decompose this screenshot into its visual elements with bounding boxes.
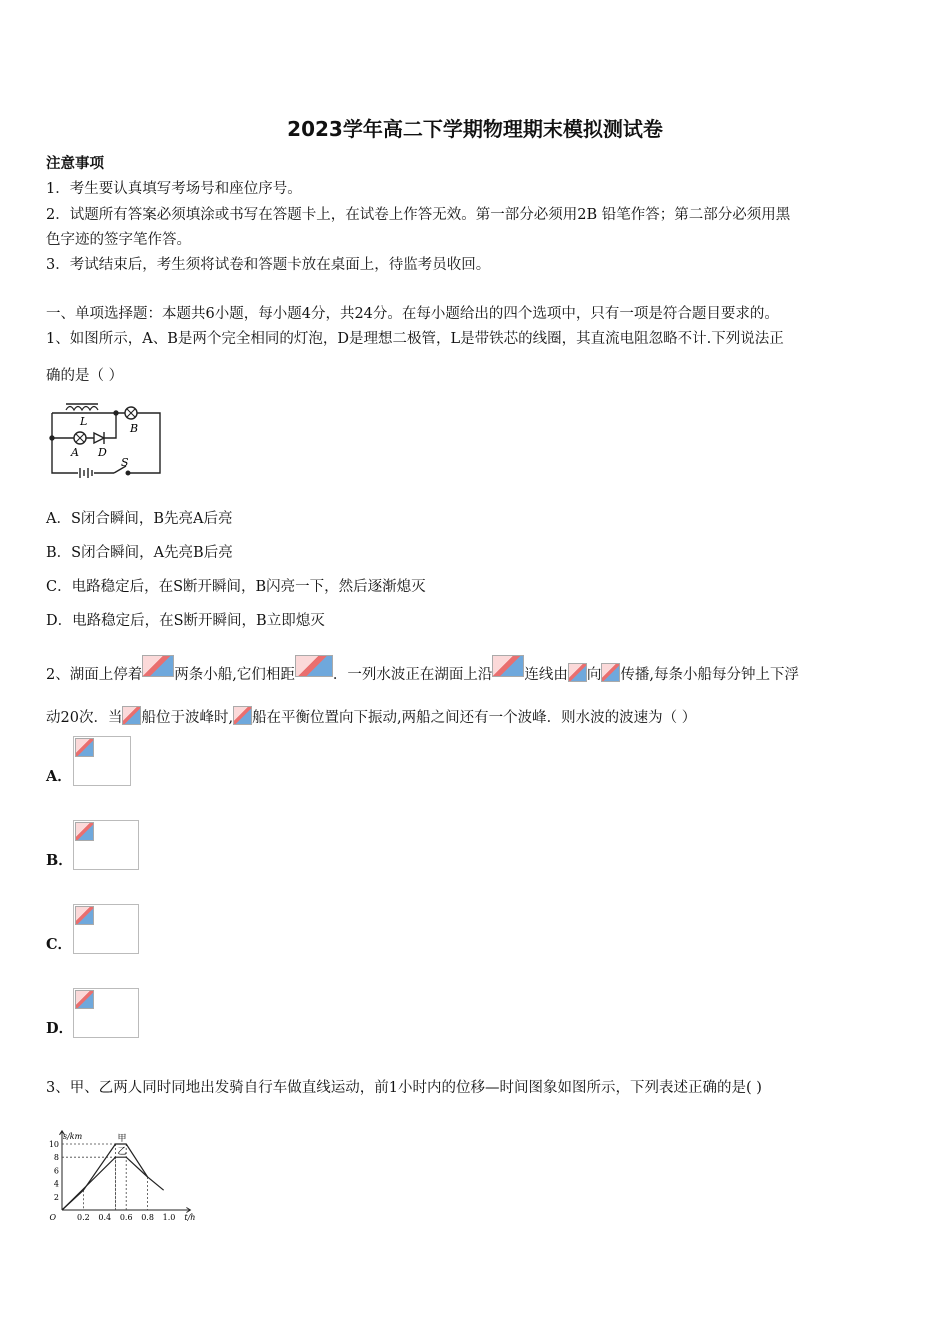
q3-stem: 3、甲、乙两人同时同地出发骑自行车做直线运动，前1小时内的位移—时间图象如图所示，下列表述正确的是( )	[46, 1080, 762, 1096]
formula-image-icon	[492, 655, 524, 677]
label-D: D	[98, 446, 107, 459]
q1-option-a[interactable]: A．S闭合瞬间，B先亮A后亮	[46, 511, 233, 527]
x-tick-label: 0.4	[98, 1213, 112, 1222]
label-L: L	[80, 415, 88, 428]
formula-image-icon	[233, 706, 252, 725]
q2-option-a-image[interactable]	[73, 736, 131, 786]
label-S: S	[121, 456, 129, 469]
q2-option-b-label[interactable]: B．	[46, 852, 73, 869]
x-axis-label: t/h	[184, 1213, 196, 1222]
q2-option-a-label[interactable]: A．	[46, 768, 72, 785]
notice-item: 2．试题所有答案必须填涂或书写在答题卡上，在试卷上作答无效。第一部分必须用2B 铅笔作答；第二部分必须用黑	[46, 207, 791, 223]
page-title: 2023学年高二下学期物理期末模拟测试卷	[287, 117, 663, 141]
formula-image-icon	[142, 655, 174, 677]
series-line-yi	[62, 1157, 148, 1210]
broken-image-icon	[75, 990, 94, 1009]
q2-option-b-image[interactable]	[73, 820, 139, 870]
y-axis-label: s/km	[63, 1131, 83, 1141]
x-tick-label: 1.0	[162, 1213, 176, 1222]
series-label-yi: 乙	[117, 1147, 127, 1158]
notice-item: 1．考生要认真填写考场号和座位序号。	[46, 181, 302, 197]
y-tick-label: 6	[53, 1166, 59, 1176]
series-label-jia: 甲	[117, 1134, 127, 1144]
label-B: B	[130, 422, 139, 435]
q2-option-c-label[interactable]: C．	[46, 936, 73, 953]
q1-option-d[interactable]: D．电路稳定后，在S断开瞬间，B立即熄灭	[46, 613, 325, 629]
q2-option-d-label[interactable]: D．	[46, 1020, 74, 1037]
formula-image-icon	[122, 706, 141, 725]
q2-option-d-image[interactable]	[73, 988, 139, 1038]
q2-option-c-image[interactable]	[73, 904, 139, 954]
q2-stem: 2、湖面上停着 两条小船,它们相距 ．一列水波正在湖面上沿 连线由 向 传播,每条小船每分钟上下浮	[46, 655, 799, 684]
x-tick-label: 0.2	[77, 1213, 90, 1222]
broken-image-icon	[75, 906, 94, 925]
q1-stem-cont: 确的是（ ）	[46, 368, 124, 384]
label-A: A	[71, 446, 79, 459]
series-line-jia	[62, 1144, 164, 1210]
y-tick-label: 2	[53, 1192, 59, 1202]
notice-item: 3．考试结束后，考生须将试卷和答题卡放在桌面上，待监考员收回。	[46, 257, 491, 273]
y-tick-label: 8	[53, 1153, 59, 1163]
broken-image-icon	[75, 738, 94, 757]
q1-circuit-diagram	[46, 398, 166, 480]
formula-image-icon	[601, 663, 620, 682]
y-tick-label: 4	[53, 1179, 59, 1189]
q2-stem-cont: 动20次．当 船位于波峰时, 船在平衡位置向下振动,两船之间还有一个波峰．则水波的波速为（ ）	[46, 706, 696, 727]
section-heading: 一、单项选择题：本题共6小题，每小题4分，共24分。在每小题给出的四个选项中，只有一项是符合题目要求的。	[46, 306, 779, 322]
q3-displacement-time-chart	[44, 1106, 196, 1226]
notice-heading: 注意事项	[46, 155, 104, 172]
notice-item: 色字迹的签字笔作答。	[46, 232, 191, 248]
formula-image-icon	[568, 663, 587, 682]
x-tick-label: 0.6	[119, 1213, 133, 1222]
q1-stem: 1、如图所示，A、B是两个完全相同的灯泡，D是理想二极管，L是带铁芯的线圈，其直流电阻忽略不计.下列说法正	[46, 331, 784, 347]
q1-option-c[interactable]: C．电路稳定后，在S断开瞬间，B闪亮一下，然后逐渐熄灭	[46, 579, 426, 595]
broken-image-icon	[75, 822, 94, 841]
formula-image-icon	[295, 655, 333, 677]
origin-label: O	[49, 1213, 56, 1222]
y-tick-label: 10	[48, 1140, 59, 1149]
q1-option-b[interactable]: B．S闭合瞬间，A先亮B后亮	[46, 545, 233, 561]
x-tick-label: 0.8	[141, 1213, 154, 1222]
